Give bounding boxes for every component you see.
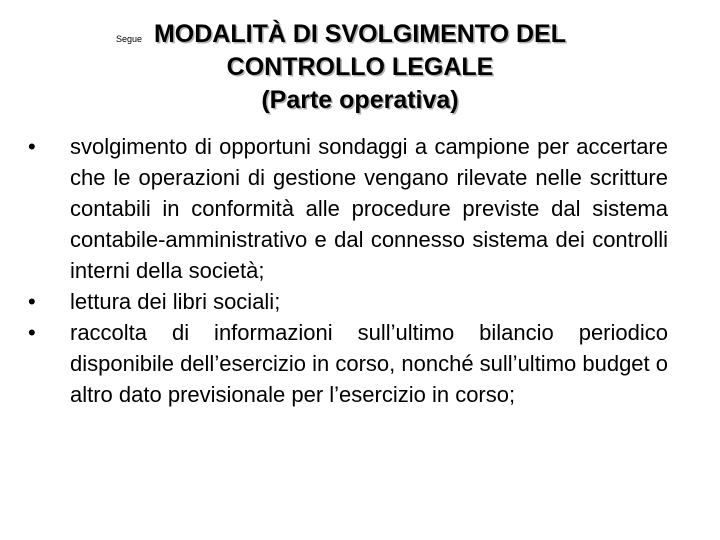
bullet-icon: •	[28, 289, 36, 314]
bullet-text: svolgimento di opportuni sondaggi a campione per accertare che le operazioni di gestione vengano rilevate nelle scritture contabili in conformità alle procedure previste dal sistema contabile-amministrativo e dal connesso sistema dei controlli interni della società;	[70, 134, 668, 283]
slide-title	[0, 18, 720, 117]
segue-label: Segue	[116, 34, 143, 44]
bullet-text: raccolta di informazioni sull’ultimo bilancio periodico disponibile dell’esercizio in corso, nonché sull’ultimo budget o altro dato previsionale per l’esercizio in corso;	[70, 320, 669, 407]
title-line-1: MODALITÀ DI SVOLGIMENTO DEL	[153, 20, 567, 48]
bullet-icon: •	[28, 134, 36, 159]
list-item	[28, 286, 668, 317]
title-line-3: (Parte operativa)	[261, 86, 459, 114]
title-line-2: CONTROLLO LEGALE	[226, 53, 494, 81]
bullet-text: lettura dei libri sociali;	[70, 289, 281, 314]
list-item	[28, 131, 668, 286]
bullet-icon: •	[28, 320, 36, 345]
bullet-list	[28, 131, 668, 410]
list-item	[28, 317, 668, 410]
